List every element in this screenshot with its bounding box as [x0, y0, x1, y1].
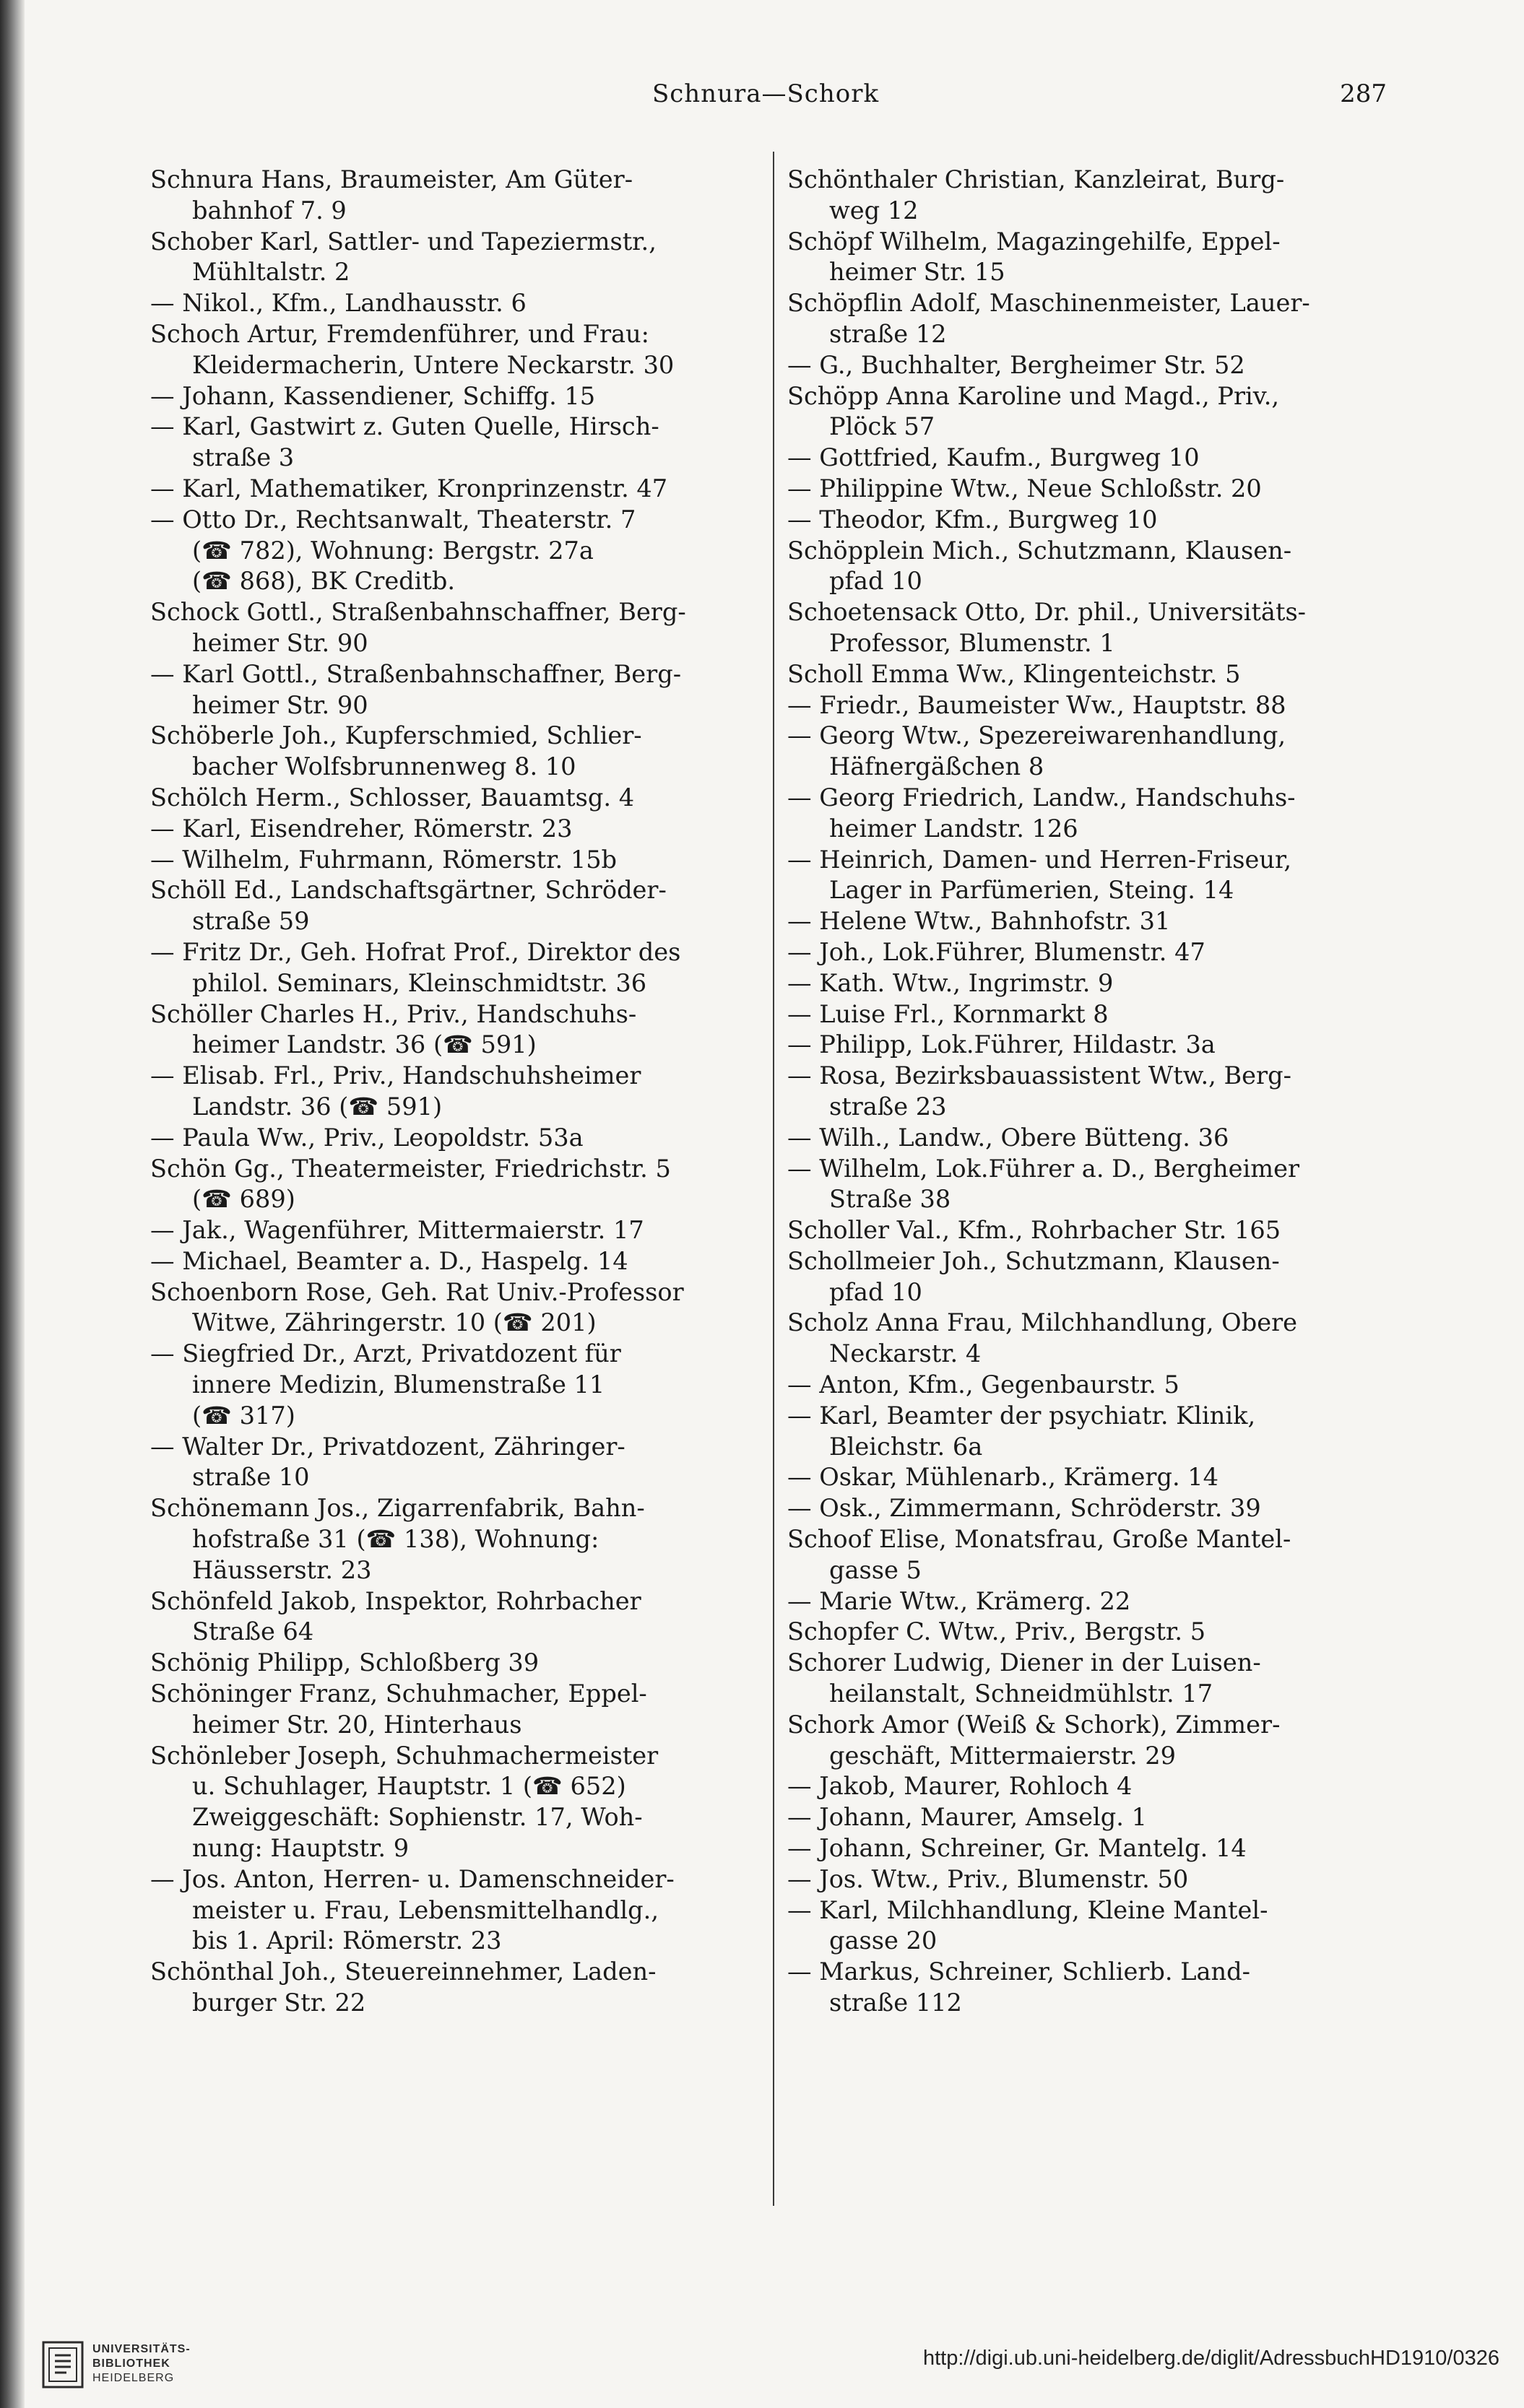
directory-line: [150, 1246, 771, 1277]
directory-line-text: — Helene Wtw., Bahnhofstr. 31: [787, 907, 1171, 936]
directory-line: [787, 474, 1408, 505]
library-logo[interactable]: [42, 2338, 273, 2396]
directory-line-text: heimer Landstr. 36 (☎ 591): [192, 1030, 537, 1059]
directory-line: [787, 1401, 1408, 1432]
directory-line-text: pfad 10: [829, 567, 922, 596]
directory-line-text: — Johann, Maurer, Amselg. 1: [787, 1803, 1147, 1832]
directory-line-text: Bleichstr. 6a: [829, 1432, 983, 1461]
directory-line: [787, 536, 1408, 567]
directory-line-text: — Heinrich, Damen- und Herren-Friseur,: [787, 845, 1292, 874]
directory-line: [150, 690, 771, 721]
directory-line: [787, 690, 1408, 721]
directory-line-text: — Wilhelm, Fuhrmann, Römerstr. 15b: [150, 845, 618, 874]
directory-line-text: — Jak., Wagenführer, Mittermaierstr. 17: [150, 1216, 644, 1245]
directory-line: [787, 1339, 1408, 1370]
directory-line: [150, 906, 771, 937]
directory-line-text: — Paula Ww., Priv., Leopoldstr. 53a: [150, 1123, 584, 1152]
directory-line-text: heimer Str. 90: [192, 628, 368, 657]
directory-line-text: (☎ 868), BK Creditb.: [192, 567, 456, 596]
directory-line: [787, 505, 1408, 536]
directory-line-text: — Michael, Beamter a. D., Haspelg. 14: [150, 1246, 628, 1275]
directory-line: [150, 505, 771, 536]
column-divider: [773, 152, 774, 2206]
directory-line: [787, 1648, 1408, 1679]
directory-line-text: Schönemann Jos., Zigarrenfabrik, Bahn-: [150, 1494, 645, 1523]
directory-line: [787, 350, 1408, 381]
directory-line: [787, 1462, 1408, 1493]
directory-line: [787, 845, 1408, 876]
directory-line-text: Plöck 57: [829, 412, 935, 441]
directory-line-text: Schönthaler Christian, Kanzleirat, Burg-: [787, 165, 1285, 194]
directory-line: [150, 1030, 771, 1061]
directory-line-text: — Karl, Mathematiker, Kronprinzenstr. 47: [150, 474, 668, 503]
directory-line-text: Schön Gg., Theatermeister, Friedrichstr. 5: [150, 1154, 671, 1183]
directory-line: [787, 1277, 1408, 1308]
directory-line-text: — Otto Dr., Rechtsanwalt, Theaterstr. 7: [150, 505, 636, 534]
directory-line-text: — Kath. Wtw., Ingrimstr. 9: [787, 968, 1114, 997]
directory-line-text: straße 3: [192, 443, 295, 472]
directory-line: [150, 381, 771, 412]
directory-line: [787, 968, 1408, 999]
directory-line: [150, 196, 771, 227]
directory-line-text: Lager in Parfümerien, Steing. 14: [829, 876, 1234, 905]
directory-line: [150, 165, 771, 196]
directory-line: [787, 1957, 1408, 1988]
page-number: 287: [1340, 79, 1387, 108]
directory-line: [150, 227, 771, 258]
directory-line: [787, 1864, 1408, 1895]
directory-line: [787, 875, 1408, 906]
directory-line-text: — Theodor, Kfm., Burgweg 10: [787, 505, 1158, 534]
directory-line-text: — Karl Gottl., Straßenbahnschaffner, Berg-: [150, 659, 682, 688]
directory-line: [150, 721, 771, 752]
directory-line: [150, 1123, 771, 1154]
directory-line-text: — Walter Dr., Privatdozent, Zähringer-: [150, 1432, 625, 1461]
directory-line: [150, 1957, 771, 1988]
directory-line: [787, 999, 1408, 1030]
book-spine-shadow: [0, 0, 25, 2408]
directory-line-text: Schork Amor (Weiß & Schork), Zimmer-: [787, 1710, 1281, 1739]
directory-line: [150, 1339, 771, 1370]
directory-line-text: — Karl, Eisendreher, Römerstr. 23: [150, 814, 573, 843]
directory-line-text: gasse 5: [829, 1555, 922, 1584]
directory-line: [787, 443, 1408, 474]
directory-line: [150, 1648, 771, 1679]
directory-line-text: — Nikol., Kfm., Landhausstr. 6: [150, 289, 527, 318]
directory-line: [150, 1710, 771, 1741]
directory-line-text: Straße 64: [192, 1617, 314, 1646]
directory-line-text: bacher Wolfsbrunnenweg 8. 10: [192, 752, 576, 781]
directory-line-text: geschäft, Mittermaierstr. 29: [829, 1741, 1177, 1770]
directory-line-text: — Jos. Anton, Herren- u. Damenschneider-: [150, 1864, 675, 1893]
left-column: [150, 165, 771, 2019]
directory-line-text: straße 23: [829, 1092, 947, 1121]
directory-line: [150, 566, 771, 597]
directory-line: [787, 1771, 1408, 1802]
directory-line: [787, 783, 1408, 814]
directory-line-text: Schölch Herm., Schlosser, Bauamtsg. 4: [150, 783, 635, 812]
directory-line-text: Schöpflin Adolf, Maschinenmeister, Lauer-: [787, 289, 1310, 318]
directory-line: [150, 1524, 771, 1555]
directory-line-text: — Johann, Kassendiener, Schiffg. 15: [150, 381, 596, 410]
directory-line: [150, 845, 771, 876]
directory-line-text: straße 59: [192, 907, 310, 936]
directory-line-text: — Osk., Zimmermann, Schröderstr. 39: [787, 1494, 1261, 1523]
directory-line-text: Schnura Hans, Braumeister, Am Güter-: [150, 165, 633, 194]
directory-line: [787, 1679, 1408, 1710]
directory-line-text: — Georg Friedrich, Landw., Handschuhs-: [787, 783, 1296, 812]
directory-line: [787, 1154, 1408, 1185]
directory-line-text: Schoetensack Otto, Dr. phil., Universitäts-: [787, 598, 1307, 627]
directory-line-text: Schönfeld Jakob, Inspektor, Rohrbacher: [150, 1586, 641, 1615]
directory-line-text: Schöninger Franz, Schuhmacher, Eppel-: [150, 1679, 647, 1708]
directory-line: [150, 443, 771, 474]
directory-line-text: philol. Seminars, Kleinschmidtstr. 36: [192, 968, 647, 997]
directory-line: [787, 1215, 1408, 1246]
directory-line-text: weg 12: [829, 196, 919, 225]
directory-line: [787, 1555, 1408, 1586]
directory-line-text: innere Medizin, Blumenstraße 11: [192, 1370, 605, 1399]
directory-line-text: — Wilhelm, Lok.Führer a. D., Bergheimer: [787, 1154, 1300, 1183]
directory-line-text: Schoch Artur, Fremdenführer, und Frau:: [150, 319, 649, 348]
directory-line: [150, 1432, 771, 1463]
directory-line-text: — Wilh., Landw., Obere Bütteng. 36: [787, 1123, 1229, 1152]
directory-line: [787, 1586, 1408, 1617]
directory-line-text: Schorer Ludwig, Diener in der Luisen-: [787, 1648, 1261, 1677]
directory-line-text: Scholz Anna Frau, Milchhandlung, Obere: [787, 1308, 1297, 1337]
directory-line: [150, 350, 771, 381]
directory-line: [150, 1277, 771, 1308]
directory-line: [787, 1617, 1408, 1648]
directory-line: [150, 1586, 771, 1617]
directory-line-text: — Friedr., Baumeister Ww., Hauptstr. 88: [787, 690, 1286, 719]
directory-line: [787, 196, 1408, 227]
library-name-line: BIBLIOTHEK: [92, 2357, 170, 2370]
directory-line: [787, 1308, 1408, 1339]
directory-line-text: Professor, Blumenstr. 1: [829, 628, 1115, 657]
directory-line: [787, 1895, 1408, 1926]
directory-line: [787, 1988, 1408, 2019]
directory-line-text: Witwe, Zähringerstr. 10 (☎ 201): [192, 1308, 597, 1337]
directory-line: [787, 752, 1408, 783]
directory-line-text: Mühltalstr. 2: [192, 258, 350, 287]
directory-line: [150, 1370, 771, 1401]
directory-line-text: nung: Hauptstr. 9: [192, 1834, 410, 1863]
directory-line-text: Schöberle Joh., Kupferschmied, Schlier-: [150, 721, 642, 750]
directory-line: [787, 566, 1408, 597]
directory-line-text: heimer Str. 20, Hinterhaus: [192, 1710, 522, 1739]
directory-line: [150, 1308, 771, 1339]
directory-line-text: — Karl, Gastwirt z. Guten Quelle, Hirsch-: [150, 412, 659, 441]
directory-line-text: Schönig Philipp, Schloßberg 39: [150, 1648, 540, 1677]
directory-line-text: pfad 10: [829, 1277, 922, 1306]
directory-line: [150, 875, 771, 906]
directory-line: [787, 721, 1408, 752]
directory-line-text: — Markus, Schreiner, Schlierb. Land-: [787, 1957, 1251, 1986]
directory-line: [787, 1524, 1408, 1555]
directory-line-text: Schober Karl, Sattler- und Tapeziermstr.,: [150, 227, 657, 256]
directory-line: [150, 536, 771, 567]
directory-line-text: Schopfer C. Wtw., Priv., Bergstr. 5: [787, 1617, 1206, 1646]
directory-line: [787, 1493, 1408, 1524]
directory-line-text: — Anton, Kfm., Gegenbaurstr. 5: [787, 1370, 1179, 1399]
directory-line: [787, 1802, 1408, 1833]
library-name-line: HEIDELBERG: [92, 2372, 175, 2384]
directory-line: [787, 1710, 1408, 1741]
directory-line: [787, 597, 1408, 628]
directory-line-text: Scholl Emma Ww., Klingenteichstr. 5: [787, 659, 1241, 688]
directory-line: [150, 257, 771, 288]
directory-line: [787, 288, 1408, 319]
directory-line-text: — Luise Frl., Kornmarkt 8: [787, 999, 1109, 1028]
directory-line-text: — G., Buchhalter, Bergheimer Str. 52: [787, 350, 1245, 379]
directory-line-text: Schöpplein Mich., Schutzmann, Klausen-: [787, 536, 1292, 565]
directory-line-text: Schoenborn Rose, Geh. Rat Univ.-Professor: [150, 1277, 684, 1306]
directory-line-text: burger Str. 22: [192, 1988, 366, 2017]
directory-line-text: Neckarstr. 4: [829, 1339, 982, 1368]
directory-line: [787, 1370, 1408, 1401]
directory-line: [150, 1493, 771, 1524]
directory-line: [787, 165, 1408, 196]
directory-line: [150, 597, 771, 628]
directory-line: [150, 1184, 771, 1215]
directory-line: [787, 257, 1408, 288]
directory-line-text: Häusserstr. 23: [192, 1555, 372, 1584]
directory-line: [787, 1926, 1408, 1957]
directory-line: [150, 1802, 771, 1833]
directory-line-text: Schollmeier Joh., Schutzmann, Klausen-: [787, 1246, 1280, 1275]
directory-line-text: — Philipp, Lok.Führer, Hildastr. 3a: [787, 1030, 1216, 1059]
directory-line: [787, 1030, 1408, 1061]
directory-line-text: Schöll Ed., Landschaftsgärtner, Schröder-: [150, 876, 667, 905]
directory-line-text: — Siegfried Dr., Arzt, Privatdozent für: [150, 1339, 621, 1368]
directory-line: [787, 1061, 1408, 1092]
directory-line: [150, 474, 771, 505]
directory-line: [150, 412, 771, 443]
directory-line-text: Zweiggeschäft: Sophienstr. 17, Woh-: [192, 1803, 643, 1832]
directory-line-text: — Karl, Beamter der psychiatr. Klinik,: [787, 1401, 1256, 1430]
directory-line-text: Schock Gottl., Straßenbahnschaffner, Berg-: [150, 598, 686, 627]
directory-line-text: — Joh., Lok.Führer, Blumenstr. 47: [787, 937, 1205, 966]
directory-line: [787, 412, 1408, 443]
directory-line-text: Häfnergäßchen 8: [829, 752, 1044, 781]
directory-line-text: — Georg Wtw., Spezereiwarenhandlung,: [787, 721, 1286, 750]
right-column: [787, 165, 1408, 2019]
directory-line-text: hofstraße 31 (☎ 138), Wohnung:: [192, 1525, 599, 1554]
directory-line: [150, 1741, 771, 1772]
directory-line: [150, 968, 771, 999]
directory-line: [150, 1462, 771, 1493]
directory-line: [787, 1741, 1408, 1772]
directory-line-text: — Elisab. Frl., Priv., Handschuhsheimer: [150, 1061, 641, 1090]
directory-line: [787, 1833, 1408, 1864]
directory-line-text: Schönleber Joseph, Schuhmachermeister: [150, 1741, 659, 1770]
directory-line: [787, 1123, 1408, 1154]
directory-line-text: meister u. Frau, Lebensmittelhandlg.,: [192, 1895, 659, 1924]
directory-line: [787, 1184, 1408, 1215]
directory-line-text: u. Schuhlager, Hauptstr. 1 (☎ 652): [192, 1772, 626, 1801]
directory-line: [150, 1061, 771, 1092]
directory-line: [150, 1926, 771, 1957]
directory-line-text: Landstr. 36 (☎ 591): [192, 1092, 443, 1121]
directory-line-text: — Gottfried, Kaufm., Burgweg 10: [787, 443, 1200, 472]
directory-line: [150, 288, 771, 319]
directory-line-text: bahnhof 7. 9: [192, 196, 347, 225]
directory-line-text: (☎ 689): [192, 1185, 295, 1214]
directory-line: [787, 381, 1408, 412]
directory-line-text: — Fritz Dr., Geh. Hofrat Prof., Direktor des: [150, 937, 681, 966]
directory-line-text: Scholler Val., Kfm., Rohrbacher Str. 165: [787, 1216, 1281, 1245]
directory-line: [150, 628, 771, 659]
directory-line: [150, 1895, 771, 1926]
directory-line: [150, 1679, 771, 1710]
directory-line-text: (☎ 782), Wohnung: Bergstr. 27a: [192, 536, 594, 565]
running-head: Schnura—Schork: [651, 79, 880, 108]
directory-line-text: — Marie Wtw., Krämerg. 22: [787, 1586, 1131, 1615]
directory-line-text: — Rosa, Bezirksbauassistent Wtw., Berg-: [787, 1061, 1291, 1090]
directory-line-text: bis 1. April: Römerstr. 23: [192, 1926, 502, 1955]
directory-line: [150, 1771, 771, 1802]
directory-line-text: heimer Landstr. 126: [829, 814, 1078, 843]
directory-line: [150, 999, 771, 1030]
directory-line: [787, 906, 1408, 937]
directory-line-text: — Philippine Wtw., Neue Schloßstr. 20: [787, 474, 1262, 503]
directory-line-text: Schoof Elise, Monatsfrau, Große Mantel-: [787, 1525, 1291, 1554]
directory-line-text: — Jos. Wtw., Priv., Blumenstr. 50: [787, 1864, 1189, 1893]
directory-line-text: (☎ 317): [192, 1401, 295, 1430]
directory-line-text: heimer Str. 15: [829, 258, 1005, 287]
directory-line-text: heilanstalt, Schneidmühlstr. 17: [829, 1679, 1213, 1708]
directory-line: [150, 1833, 771, 1864]
directory-line: [787, 628, 1408, 659]
directory-line-text: Straße 38: [829, 1185, 951, 1214]
library-name-line: UNIVERSITÄTS-: [92, 2343, 191, 2355]
directory-line-text: straße 10: [192, 1463, 310, 1492]
directory-line: [150, 1555, 771, 1586]
directory-line: [150, 937, 771, 968]
directory-line-text: — Karl, Milchhandlung, Kleine Mantel-: [787, 1895, 1268, 1924]
directory-line: [787, 814, 1408, 845]
directory-line: [150, 1215, 771, 1246]
library-name: [92, 2342, 191, 2386]
directory-line: [150, 659, 771, 690]
directory-line: [787, 1432, 1408, 1463]
directory-line-text: heimer Str. 90: [192, 690, 368, 719]
directory-line: [150, 752, 771, 783]
directory-line: [787, 1246, 1408, 1277]
directory-line-text: Schöpp Anna Karoline und Magd., Priv.,: [787, 381, 1280, 410]
directory-line: [787, 319, 1408, 350]
directory-line: [150, 319, 771, 350]
directory-line: [150, 1092, 771, 1123]
directory-line-text: gasse 20: [829, 1926, 938, 1955]
directory-line-text: straße 112: [829, 1988, 962, 2017]
directory-line: [787, 659, 1408, 690]
directory-line-text: Schönthal Joh., Steuereinnehmer, Laden-: [150, 1957, 657, 1986]
directory-line: [150, 1864, 771, 1895]
directory-line-text: Schöller Charles H., Priv., Handschuhs-: [150, 999, 637, 1028]
directory-line-text: — Johann, Schreiner, Gr. Mantelg. 14: [787, 1834, 1247, 1863]
directory-line-text: Schöpf Wilhelm, Magazingehilfe, Eppel-: [787, 227, 1281, 256]
directory-line-text: — Oskar, Mühlenarb., Krämerg. 14: [787, 1463, 1219, 1492]
library-seal-icon: [42, 2341, 84, 2389]
directory-line: [150, 1401, 771, 1432]
directory-line: [150, 814, 771, 845]
page-header: [144, 79, 1387, 123]
directory-line: [150, 783, 771, 814]
directory-line: [787, 227, 1408, 258]
directory-line: [150, 1988, 771, 2019]
directory-line: [150, 1154, 771, 1185]
directory-line: [150, 1617, 771, 1648]
source-url-link[interactable]: http://digi.ub.uni-heidelberg.de/diglit/AdressbuchHD1910/0326: [922, 2347, 1499, 2370]
directory-line-text: straße 12: [829, 319, 947, 348]
directory-line-text: Kleidermacherin, Untere Neckarstr. 30: [192, 350, 675, 379]
directory-line: [787, 937, 1408, 968]
directory-line-text: — Jakob, Maurer, Rohloch 4: [787, 1772, 1133, 1801]
directory-line: [787, 1092, 1408, 1123]
